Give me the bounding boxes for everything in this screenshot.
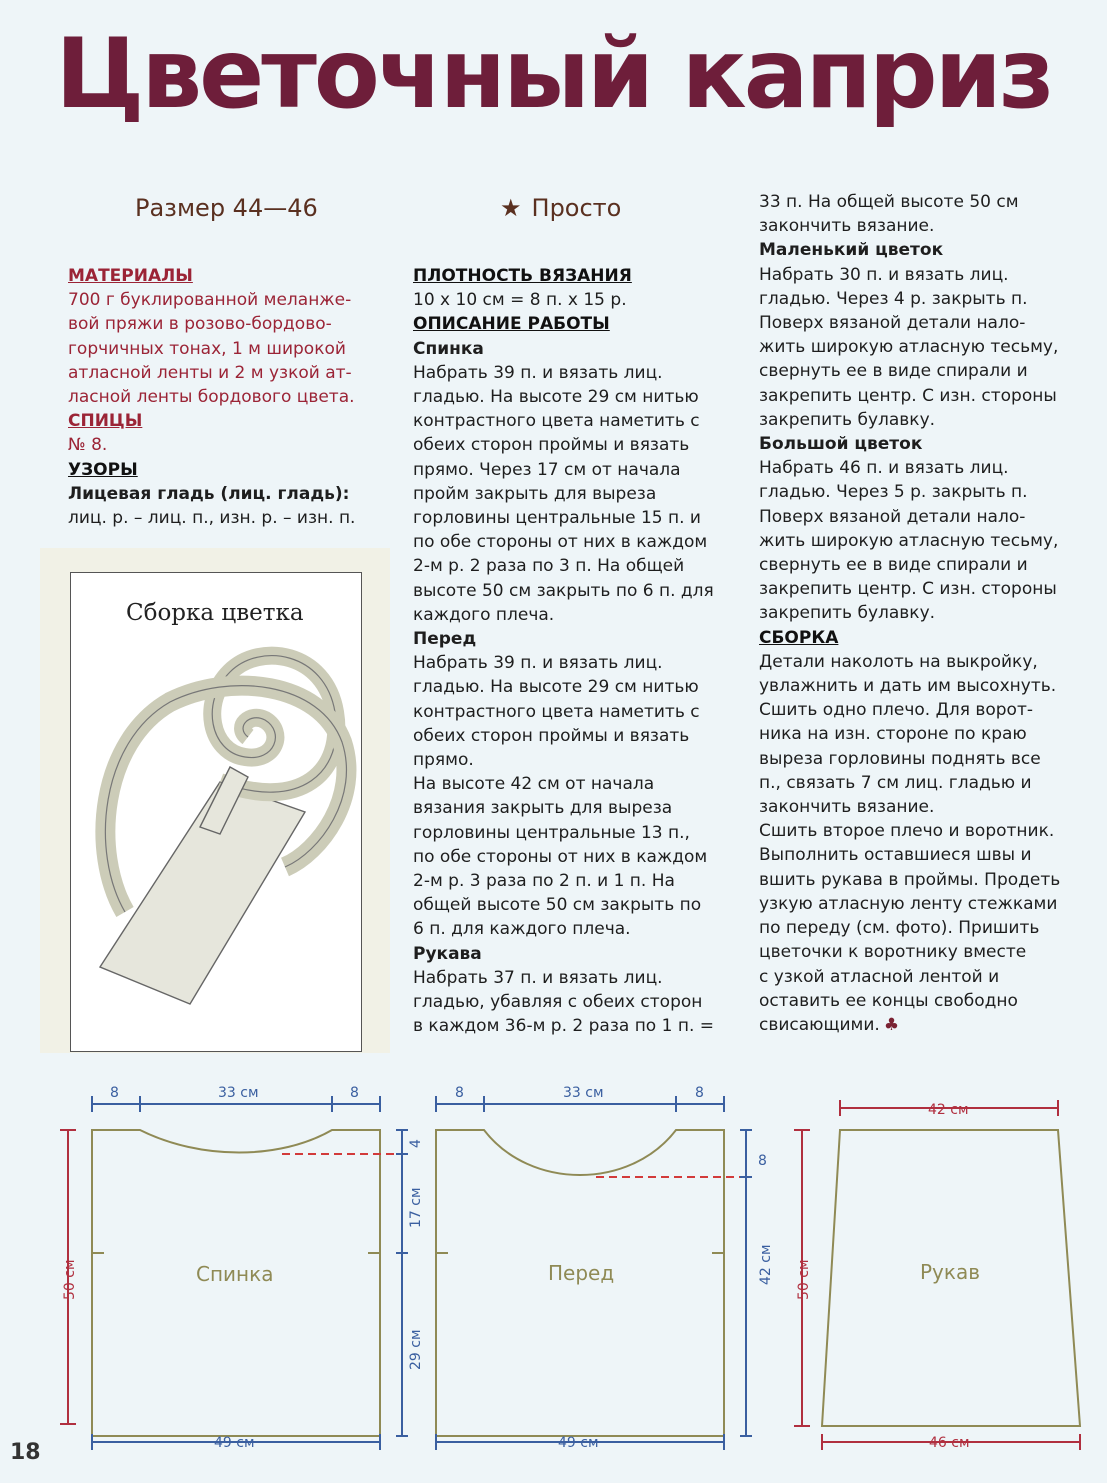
front-line: гладью. На высоте 29 см нитью	[413, 677, 699, 698]
front-heading: Перед	[413, 629, 477, 650]
back-line: гладью. На высоте 29 см нитью	[413, 387, 699, 408]
back-bottom-dim: 49 см	[214, 1435, 255, 1451]
back-line: 2-м р. 2 раза по 3 п. На общей	[413, 556, 685, 577]
sleeves-cont-line: 33 п. На общей высоте 50 см	[759, 192, 1019, 212]
club-icon: ♣	[883, 1014, 900, 1035]
description-heading: ОПИСАНИЕ РАБОТЫ	[413, 314, 610, 335]
assembly-line: Сшить одно плечо. Для ворот-	[759, 700, 1033, 721]
back-line: Набрать 39 п. и вязать лиц.	[413, 362, 663, 383]
front-line: по обе стороны от них в каждом	[413, 846, 708, 867]
materials-line: горчичных тонах, 1 м широкой	[68, 338, 346, 359]
assembly-line: п., связать 7 см лиц. гладью и	[759, 772, 1032, 793]
front-line: 6 п. для каждого плеча.	[413, 919, 631, 940]
front-line: Набрать 39 п. и вязать лиц.	[413, 653, 663, 674]
front-line: контрастного цвета наметить с	[413, 701, 700, 722]
back-line: контрастного цвета наметить с	[413, 411, 700, 432]
front-line: вязания закрыть для выреза	[413, 798, 673, 819]
needles-text: № 8.	[68, 435, 108, 456]
back-pattern	[60, 1085, 424, 1451]
page-title: Цветочный каприз	[55, 18, 1052, 130]
back-top-right-dim: 8	[350, 1085, 359, 1101]
assembly-line: вшить рукава в проймы. Продеть	[759, 869, 1061, 890]
front-top-mid-dim: 33 см	[563, 1085, 604, 1101]
density-heading: ПЛОТНОСТЬ ВЯЗАНИЯ	[413, 266, 632, 286]
sleeve-pattern	[794, 1100, 1080, 1451]
sleeves-line: в каждом 36-м р. 2 раза по 1 п. =	[413, 1016, 714, 1037]
big-flower-line: Набрать 46 п. и вязать лиц.	[759, 458, 1009, 479]
front-top-right-dim: 8	[695, 1085, 704, 1101]
back-line: пройм закрыть для выреза	[413, 483, 657, 504]
back-line: прямо. Через 17 см от начала	[413, 459, 681, 480]
sleeve-bottom-dim: 46 см	[929, 1435, 970, 1451]
big-flower-line: жить широкую атласную тесьму,	[759, 530, 1059, 551]
small-flower-line: Набрать 30 п. и вязать лиц.	[759, 264, 1009, 285]
big-flower-line: закрепить центр. С изн. стороны	[759, 579, 1057, 600]
front-line: прямо.	[413, 750, 474, 771]
assembly-line: свисающими.	[759, 1014, 880, 1035]
small-flower-heading: Маленький цветок	[759, 240, 944, 261]
small-flower-line: жить широкую атласную тесьму,	[759, 337, 1059, 358]
back-line: обеих сторон проймы и вязать	[413, 435, 690, 456]
page-number: 18	[10, 1440, 41, 1465]
back-line: высоте 50 см закрыть по 6 п. для	[413, 580, 714, 601]
back-line: каждого плеча.	[413, 604, 555, 625]
front-line: обеих сторон проймы и вязать	[413, 725, 690, 746]
needles-heading: СПИЦЫ	[68, 411, 143, 432]
big-flower-line: закрепить булавку.	[759, 603, 936, 624]
front-line: 2-м р. 3 раза по 2 п. и 1 п. На	[413, 871, 675, 892]
assembly-line: узкую атласную ленту стежками	[759, 893, 1058, 914]
assembly-line: с узкой атласной лентой и	[759, 966, 1000, 987]
big-flower-line: гладью. Через 5 р. закрыть п.	[759, 482, 1028, 503]
big-flower-line: Поверх вязаной детали нало-	[759, 506, 1026, 527]
density-text: 10 x 10 см = 8 п. x 15 р.	[413, 290, 627, 311]
small-flower-line: гладью. Через 4 р. закрыть п.	[759, 288, 1028, 309]
left-column	[68, 264, 383, 530]
assembly-line: выреза горловины поднять все	[759, 748, 1041, 769]
sleeve-top-dim: 42 см	[928, 1102, 969, 1118]
assembly-heading: СБОРКА	[759, 627, 839, 648]
small-flower-line: закрепить центр. С изн. стороны	[759, 385, 1057, 406]
star-icon: ★	[500, 194, 522, 222]
size-label: Размер 44—46	[135, 194, 318, 222]
materials-heading: МАТЕРИАЛЫ	[68, 266, 193, 286]
back-name: Спинка	[196, 1262, 274, 1286]
small-flower-line: закрепить булавку.	[759, 409, 936, 430]
materials-line: 700 г буклированной меланже-	[68, 290, 352, 311]
front-line: общей высоте 50 см закрыть по	[413, 895, 702, 916]
sleeves-line: Набрать 37 п. и вязать лиц.	[413, 967, 663, 988]
small-flower-line: Поверх вязаной детали нало-	[759, 313, 1026, 334]
assembly-line: Выполнить оставшиеся швы и	[759, 845, 1032, 866]
back-top-mid-dim: 33 см	[218, 1085, 259, 1101]
assembly-line: увлажнить и дать им высохнуть.	[759, 676, 1057, 697]
back-neck-depth-dim: 4	[408, 1139, 424, 1148]
sleeves-heading: Рукава	[413, 943, 482, 964]
patterns-heading: УЗОРЫ	[68, 459, 138, 480]
big-flower-heading: Большой цветок	[759, 434, 923, 455]
sleeves-cont-line: закончить вязание.	[759, 216, 935, 237]
back-armhole-dim: 17 см	[408, 1187, 424, 1228]
back-line: по обе стороны от них в каждом	[413, 532, 708, 553]
assembly-line: по переду (см. фото). Пришить	[759, 918, 1040, 939]
small-flower-line: свернуть ее в виде спирали и	[759, 361, 1028, 382]
back-line: горловины центральные 15 п. и	[413, 508, 701, 529]
difficulty-label	[500, 194, 621, 222]
front-name: Перед	[548, 1261, 615, 1285]
back-top-left-dim: 8	[110, 1085, 119, 1101]
assembly-line: цветочки к воротнику вместе	[759, 942, 1027, 963]
pattern-name: Лицевая гладь (лиц. гладь):	[68, 483, 350, 504]
big-flower-line: свернуть ее в виде спирали и	[759, 555, 1028, 576]
front-neck-depth-dim: 8	[758, 1153, 767, 1169]
assembly-line: ника на изн. стороне по краю	[759, 724, 1027, 745]
assembly-line: Сшить второе плечо и воротник.	[759, 821, 1055, 842]
front-pattern	[436, 1085, 774, 1451]
front-bottom-dim: 49 см	[558, 1435, 599, 1451]
pattern-diagram	[0, 1070, 1107, 1480]
assembly-line: закончить вязание.	[759, 797, 935, 818]
front-neck-height-dim: 42 см	[758, 1244, 774, 1285]
front-line: На высоте 42 см от начала	[413, 774, 655, 795]
front-top-left-dim: 8	[455, 1085, 464, 1101]
materials-line: ласной ленты бордового цвета.	[68, 387, 355, 408]
back-lower-dim: 29 см	[408, 1329, 424, 1370]
flower-figure-caption: Сборка цветка	[126, 600, 304, 626]
assembly-line: оставить ее концы свободно	[759, 990, 1018, 1011]
materials-line: вой пряжи в розово-бордово-	[68, 314, 332, 335]
back-heading: Спинка	[413, 338, 484, 359]
back-height-dim: 50 см	[62, 1259, 78, 1300]
sleeve-height-dim: 50 см	[796, 1259, 812, 1300]
flower-spiral-illustration	[70, 572, 362, 1052]
front-line: горловины центральные 13 п.,	[413, 822, 690, 843]
middle-column	[413, 264, 729, 1039]
sleeve-name: Рукав	[920, 1260, 981, 1284]
pattern-text: лиц. р. – лиц. п., изн. р. – изн. п.	[68, 508, 356, 529]
right-column	[759, 190, 1075, 1037]
assembly-line: Детали наколоть на выкройку,	[759, 651, 1038, 672]
difficulty-text: Просто	[531, 194, 622, 222]
sleeves-line: гладью, убавляя с обеих сторон	[413, 992, 703, 1013]
materials-line: атласной ленты и 2 м узкой ат-	[68, 362, 352, 383]
